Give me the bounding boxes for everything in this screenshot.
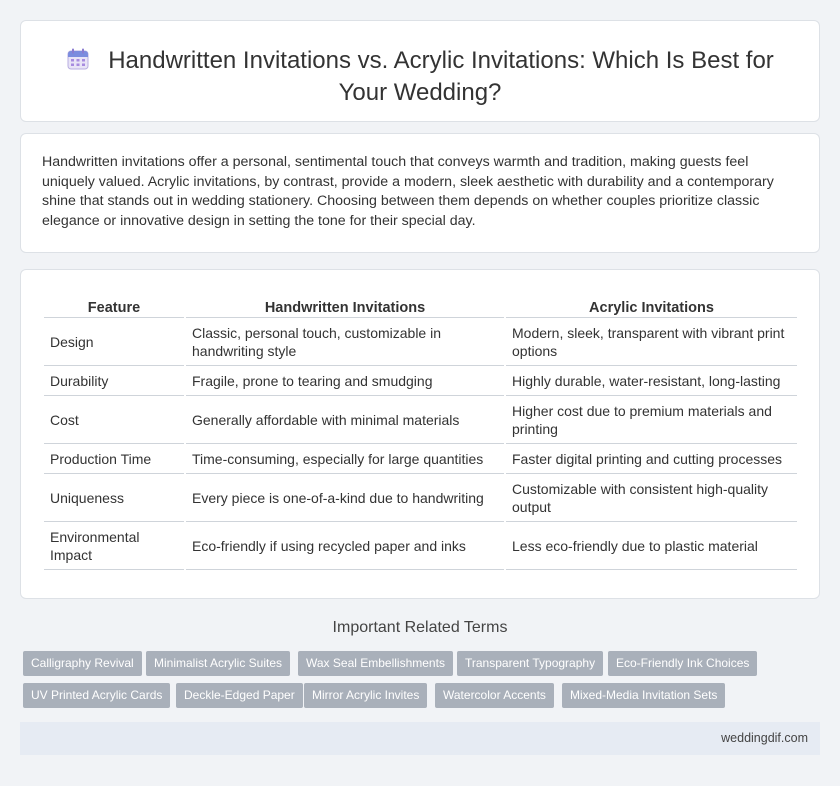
table-row (44, 444, 797, 474)
header-handwritten: Handwritten Invitations (186, 296, 504, 318)
table-cell: Uniqueness (44, 474, 184, 522)
table-cell: Less eco-friendly due to plastic material (506, 522, 797, 570)
table-row (44, 474, 797, 522)
table-row (44, 318, 797, 366)
table-cell: Cost (44, 396, 184, 444)
table-cell: Generally affordable with minimal materials (186, 396, 504, 444)
table-row (44, 366, 797, 396)
table-cell: Fragile, prone to tearing and smudging (186, 366, 504, 396)
header-feature: Feature (44, 296, 184, 318)
table-cell: Faster digital printing and cutting processes (506, 444, 797, 474)
tag-eco-friendly-ink-choices[interactable]: Eco-Friendly Ink Choices (608, 651, 757, 676)
table-cell: Modern, sleek, transparent with vibrant print options (506, 318, 797, 366)
table-cell: Eco-friendly if using recycled paper and inks (186, 522, 504, 570)
header-card (20, 20, 820, 122)
related-terms-title: Important Related Terms (332, 619, 508, 636)
table-cell: Time-consuming, especially for large quantities (186, 444, 504, 474)
table-cell: Higher cost due to premium materials and printing (506, 396, 797, 444)
title-text: Handwritten Invitations vs. Acrylic Invitations: Which Is Best for Your Wedding? (108, 47, 774, 106)
tag-watercolor-accents[interactable]: Watercolor Accents (435, 683, 554, 708)
header-acrylic: Acrylic Invitations (506, 296, 797, 318)
table-header-row (44, 296, 797, 318)
tag-uv-printed-acrylic-cards[interactable]: UV Printed Acrylic Cards (23, 683, 170, 708)
intro-card (20, 133, 820, 253)
table-cell: Environmental Impact (44, 522, 184, 570)
table-cell: Design (44, 318, 184, 366)
page-title (21, 45, 819, 109)
tag-calligraphy-revival[interactable]: Calligraphy Revival (23, 651, 142, 676)
table-cell: Highly durable, water-resistant, long-lasting (506, 366, 797, 396)
tag-wax-seal-embellishments[interactable]: Wax Seal Embellishments (298, 651, 453, 676)
tag-deckle-edged-paper[interactable]: Deckle-Edged Paper (176, 683, 303, 708)
table-cell: Classic, personal touch, customizable in handwriting style (186, 318, 504, 366)
comparison-card (20, 269, 820, 599)
table-row (44, 396, 797, 444)
footer-bar (20, 722, 820, 755)
intro-paragraph: Handwritten invitations offer a personal, sentimental touch that conveys warmth and tradition, making guests feel uniquely valued. Acrylic invitations, by contrast, provide a modern, sleek aesthetic with durability and a contemporary shine that stands out in wedding stationery. Choosing between them depends on whether couples prioritize classic elegance or innovative design in setting the tone for their special day. (42, 154, 774, 229)
table-cell: Durability (44, 366, 184, 396)
footer-site[interactable]: weddingdif.com (721, 731, 808, 745)
calendar-icon (66, 47, 90, 71)
table-cell: Every piece is one-of-a-kind due to handwriting (186, 474, 504, 522)
tag-mirror-acrylic-invites[interactable]: Mirror Acrylic Invites (304, 683, 427, 708)
tag-mixed-media-invitation-sets[interactable]: Mixed-Media Invitation Sets (562, 683, 725, 708)
tag-transparent-typography[interactable]: Transparent Typography (457, 651, 603, 676)
table-cell: Customizable with consistent high-quality output (506, 474, 797, 522)
table-row (44, 522, 797, 570)
tag-minimalist-acrylic-suites[interactable]: Minimalist Acrylic Suites (146, 651, 290, 676)
table-cell: Production Time (44, 444, 184, 474)
comparison-table (42, 296, 799, 570)
